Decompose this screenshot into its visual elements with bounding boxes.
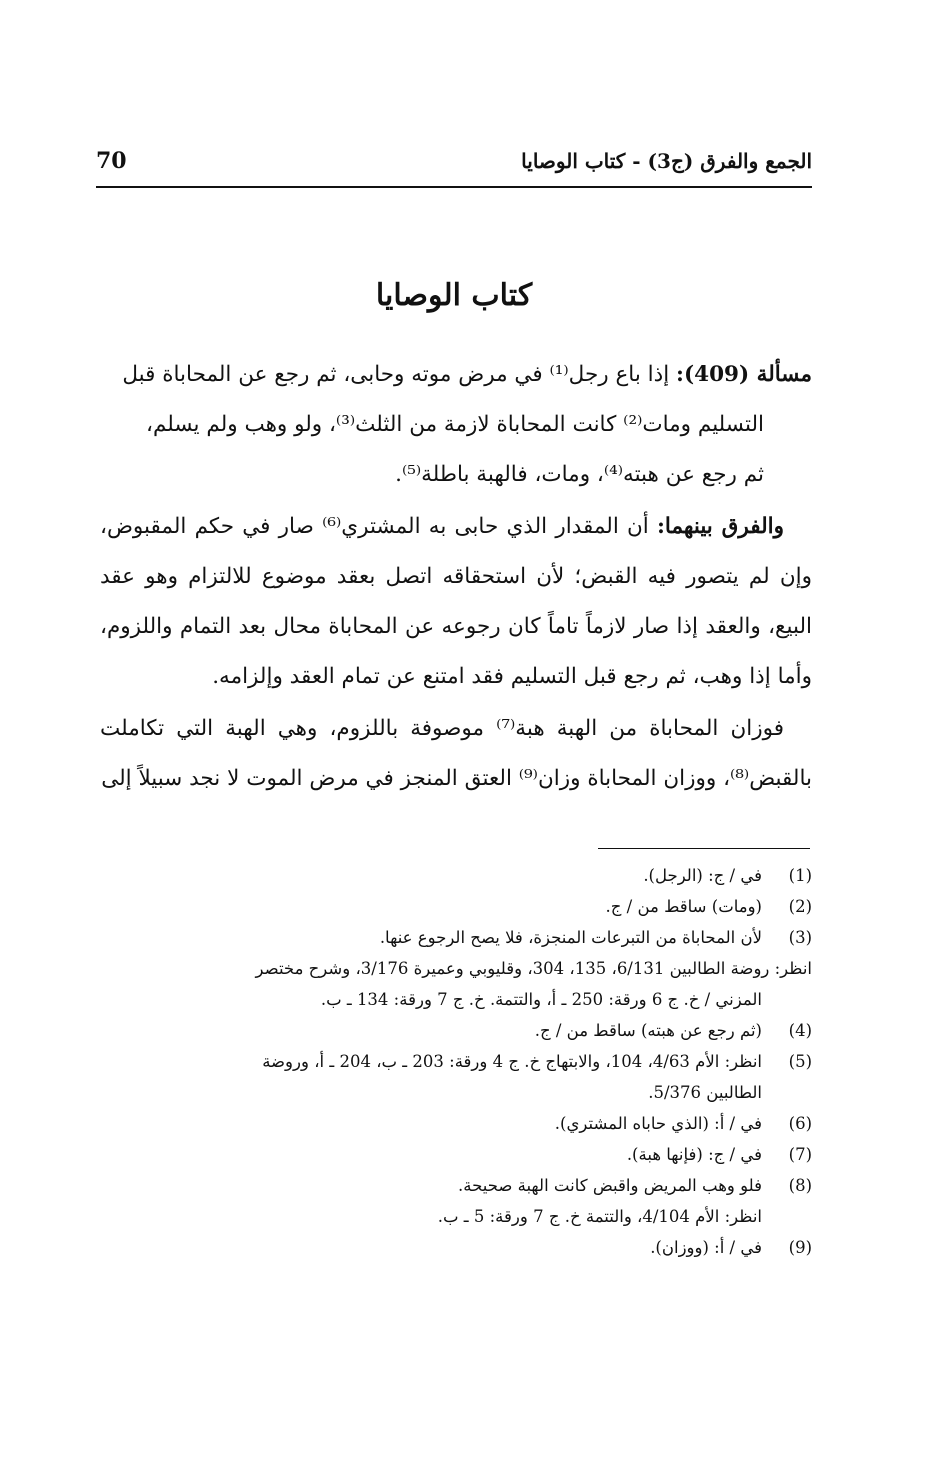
masala-line-1 [100,350,812,400]
footnote-1 [100,860,812,891]
footnote-number: (6) [788,1114,812,1133]
footnote-text: في / أ: (ووزان). [650,1238,762,1257]
farq-paragraph [100,502,812,702]
footnote-4 [100,1015,812,1046]
footnote-number: (3) [788,928,812,947]
footnote-number: (7) [788,1145,812,1164]
footnote-number: (9) [788,1238,812,1257]
footnote-3-continuation-1: انظر: روضة الطالبين 6/131، 135، 304، وقليوبي وعميرة 3/176، وشرح مختصر [255,959,812,978]
footnotes [100,860,812,1263]
masala-paragraph [100,350,812,500]
farq-label: والفرق بينهما: [657,514,784,539]
footnote-number: (4) [788,1021,812,1040]
header-divider [96,186,812,188]
footnote-number: (2) [788,897,812,916]
main-text [100,350,812,806]
masala-line-2: التسليم ومات⁽²⁾ كانت المحاباة لازمة من الثلث⁽³⁾، ولو وهب ولم يسلم، [146,412,764,437]
footnote-text: (ثم رجع عن هبته) ساقط من / ج. [534,1021,762,1040]
footnote-text: لأن المحاباة من التبرعات المنجزة، فلا يصح الرجوع عنها. [379,928,762,947]
farq-text: أن المقدار الذي حابى به المشتري⁽⁶⁾ صار في حكم المقبوض، وإن لم يتصور فيه القبض؛ لأن استحقاقه اتصل بعقد موضوع للالتزام وهو عقد البيع، والعقد إذا صار لازماً تاماً كان رجوعه عن المحاباة محال بعد التمام واللزوم، وأما إذا وهب، ثم رجع قبل التسليم فقد امتنع عن تمام العقد وإلزامه. [100,514,812,689]
wazan-paragraph: فوزان المحاباة من الهبة هبة⁽⁷⁾ موصوفة باللزوم، وهي الهبة التي تكاملت بالقبض⁽⁸⁾، ووزان المحاباة وزان⁽⁹⁾ العتق المنجز في مرض الموت لا نجد سبيلاً إلى [100,716,812,791]
footnote-divider [598,848,810,849]
footnote-text: في / ج: (فإنها هبة). [626,1145,762,1164]
masala-label: مسألة (409): [676,362,812,387]
footnote-number: (5) [788,1052,812,1071]
footnote-7 [100,1139,812,1170]
footnote-2 [100,891,812,922]
footnote-text: انظر: الأم 4/63، 104، والابتهاج خ. ج 4 ورقة: 203 ـ ب، 204 ـ أ، وروضة [262,1052,762,1071]
footnote-number: (1) [788,866,812,885]
footnote-text: فلو وهب المريض واقبض كانت الهبة صحيحة. [457,1176,762,1195]
running-header [96,148,812,174]
chapter-title: كتاب الوصايا [375,278,533,313]
footnote-3 [100,922,812,953]
footnote-number: (8) [788,1176,812,1195]
masala-line-3: ثم رجع عن هبته⁽⁴⁾، ومات، فالهبة باطلة⁽⁵⁾. [395,462,764,487]
footnote-8 [100,1170,812,1201]
footnote-text: (ومات) ساقط من / ج. [605,897,762,916]
footnote-6 [100,1108,812,1139]
footnote-3-continuation-2: المزني / خ. ج 6 ورقة: 250 ـ أ، والتتمة. خ. ج 7 ورقة: 134 ـ ب. [320,990,762,1009]
running-header-title: الجمع والفرق (ج3) - كتاب الوصايا [521,149,812,173]
page-number: 70 [96,148,127,174]
footnote-9 [100,1232,812,1263]
footnote-5-continuation: الطالبين 5/376. [648,1083,762,1102]
footnote-5 [100,1046,812,1077]
footnote-8-continuation: انظر: الأم 4/104، والتتمة خ. ج 7 ورقة: 5 ـ ب. [437,1207,762,1226]
masala-text-1: إذا باع رجل⁽¹⁾ في مرض موته وحابى، ثم رجع عن المحاباة قبل [122,362,670,387]
footnote-text: في / ج: (الرجل). [643,866,762,885]
footnote-text: في / أ: (الذي حاباه المشتري). [554,1114,762,1133]
